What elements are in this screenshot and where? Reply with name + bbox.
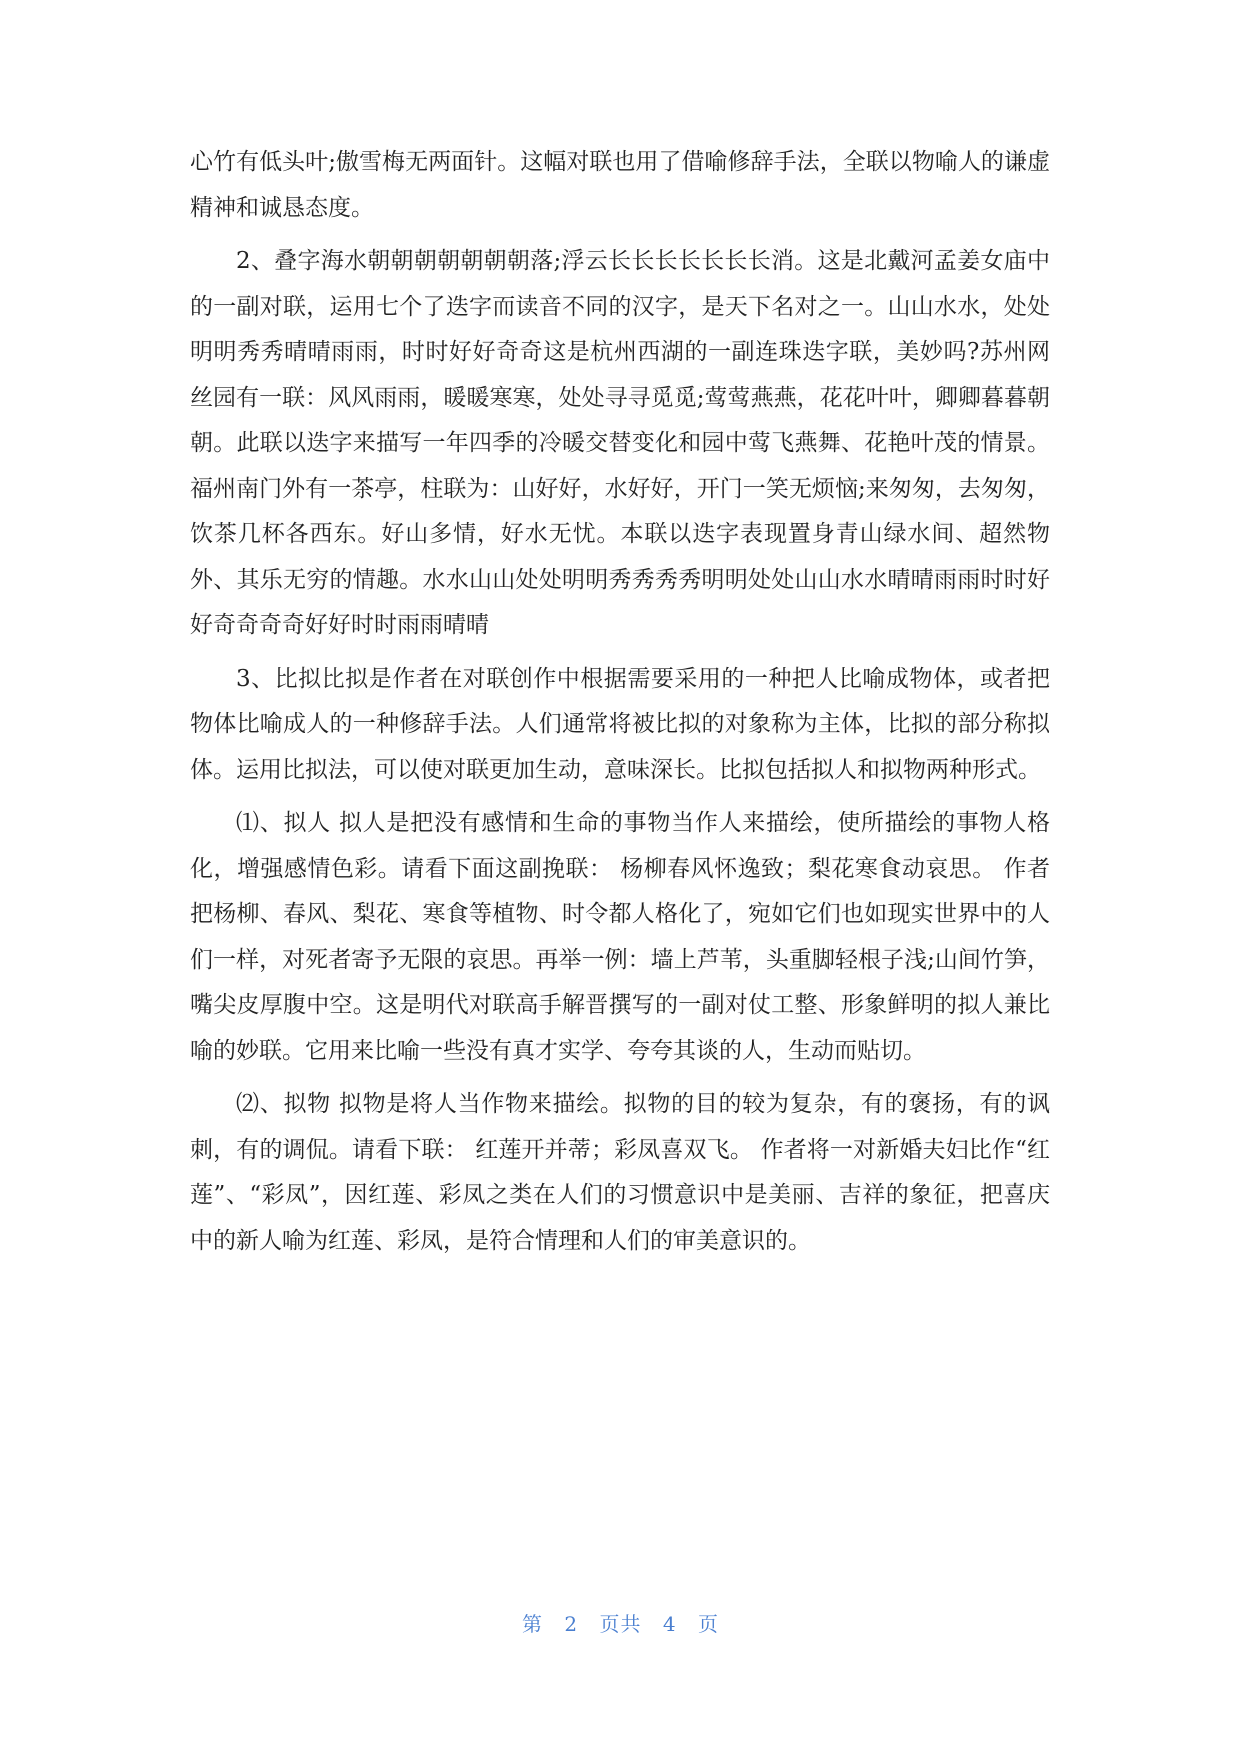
- footer-current-page: 2: [564, 1612, 579, 1636]
- paragraph-objectification: ⑵、拟物 拟物是将人当作物来描绘。拟物的目的较为复杂，有的褒扬，有的讽刺，有的调侃。请看下联： 红莲开并蒂；彩凤喜双飞。 作者将一对新婚夫妇比作“红莲”、“彩凤”，因红莲、彩凤之类在人们的习惯意识中是美丽、吉祥的象征，把喜庆中的新人喻为红莲、彩凤，是符合情理和人们的审美意识的。: [190, 1091, 1050, 1254]
- paragraph-reduplication: 2、叠字海水朝朝朝朝朝朝朝落;浮云长长长长长长长消。这是北戴河孟姜女庙中的一副对联，运用七个了迭字而读音不同的汉字，是天下名对之一。山山水水，处处明明秀秀晴晴雨雨，时时好好奇奇这是杭州西湖的一副连珠迭字联，美妙吗?苏州网丝园有一联：风风雨雨，暖暖寒寒，处处寻寻觅觅;莺莺燕燕，花花叶叶，卿卿暮暮朝朝。此联以迭字来描写一年四季的冷暖交替变化和园中莺飞燕舞、花艳叶茂的情景。福州南门外有一茶亭，柱联为：山好好，水好好，开门一笑无烦恼;来匆匆，去匆匆，饮茶几杯各西东。好山多情，好水无忧。本联以迭字表现置身青山绿水间、超然物外、其乐无穷的情趣。水水山山处处明明秀秀秀秀明明处处山山水水晴晴雨雨时时好好奇奇奇奇好好时时雨雨晴晴: [190, 248, 1050, 638]
- document-body: [190, 140, 1050, 1264]
- paragraph-personification-intro: 3、比拟比拟是作者在对联创作中根据需要采用的一种把人比喻成物体，或者把物体比喻成人的一种修辞手法。人们通常将被比拟的对象称为主体，比拟的部分称拟体。运用比拟法，可以使对联更加生动，意味深长。比拟包括拟人和拟物两种形式。: [190, 665, 1050, 783]
- paragraph-personification: ⑴、拟人 拟人是把没有感情和生命的事物当作人来描绘，使所描绘的事物人格化，增强感情色彩。请看下面这副挽联： 杨柳春风怀逸致；梨花寒食动哀思。 作者把杨柳、春风、梨花、寒食等植物、时令都人格化了，宛如它们也如现实世界中的人们一样，对死者寄予无限的哀思。再举一例：墙上芦苇，头重脚轻根子浅;山间竹笋，嘴尖皮厚腹中空。这是明代对联高手解晋撰写的一副对仗工整、形象鲜明的拟人兼比喻的妙联。它用来比喻一些没有真才实学、夸夸其谈的人，生动而贴切。: [190, 810, 1050, 1064]
- footer-total-pages: 4: [662, 1612, 677, 1636]
- footer-middle: 页共: [599, 1612, 642, 1636]
- footer-prefix: 第: [522, 1612, 544, 1636]
- footer-suffix: 页: [697, 1612, 719, 1636]
- page-footer: [0, 1608, 1241, 1637]
- paragraph-continuation: 心竹有低头叶;傲雪梅无两面针。这幅对联也用了借喻修辞手法，全联以物喻人的谦虚精神和诚恳态度。: [190, 149, 1050, 221]
